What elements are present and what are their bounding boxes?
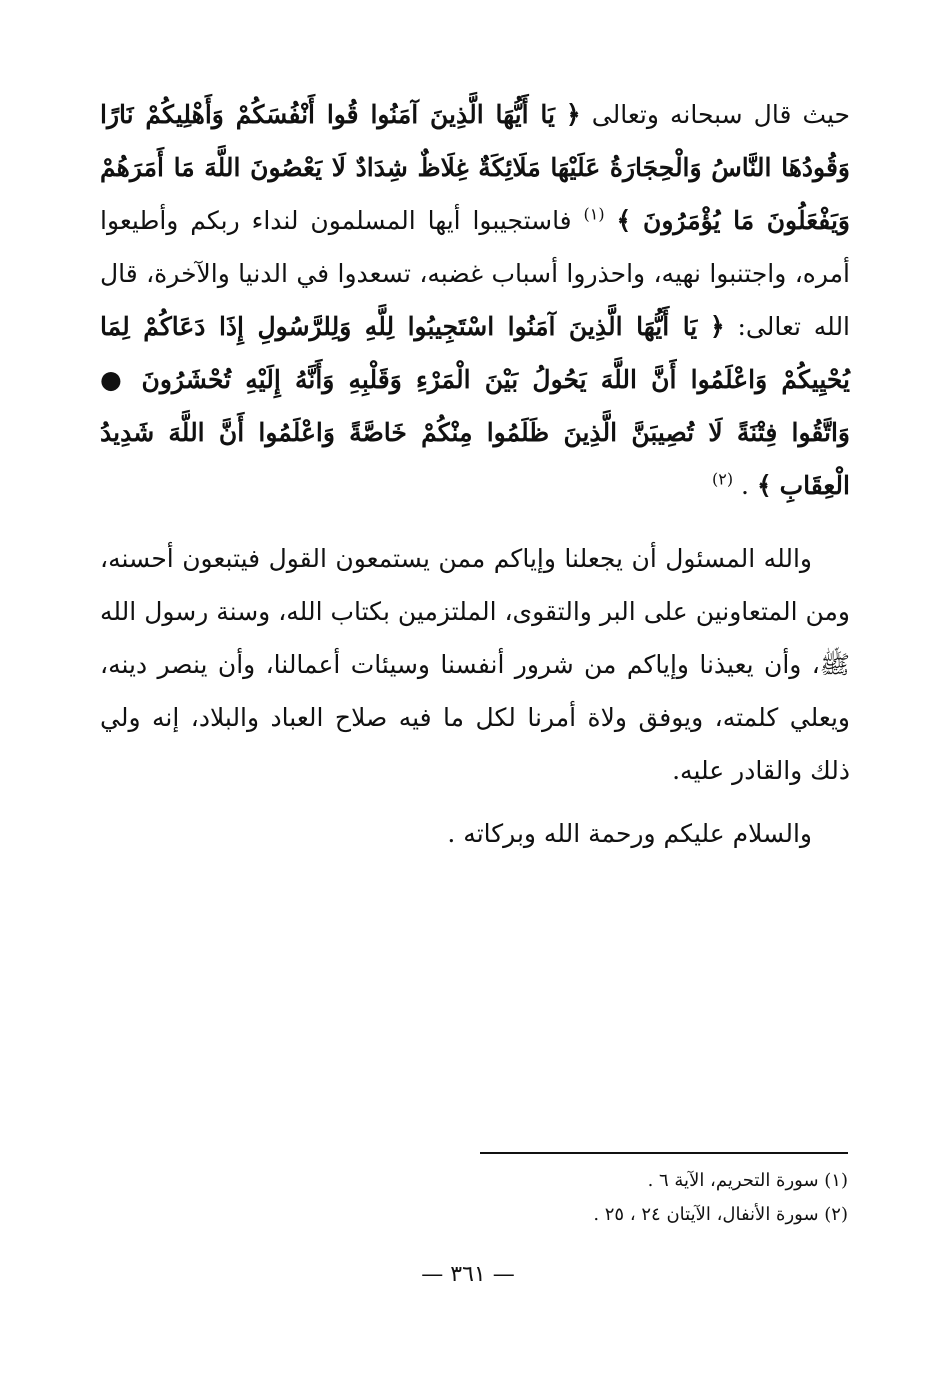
paragraph-supplication: والله المسئول أن يجعلنا وإياكم ممن يستمعون القول فيتبعون أحسنه، ومن المتعاونين على البر والتقوى، الملتزمين بكتاب الله، وسنة رسول الله ﷺ، وأن يعيذنا وإياكم من شرور أنفسنا وسيئات أعمالنا، وأن ينصر دينه، ويعلي كلمته، ويوفق ولاة أمرنا لكل ما فيه صلاح العباد والبلاد، إنه ولي ذلك والقادر عليه. <box>100 544 850 785</box>
intro-text: حيث قال سبحانه وتعالى <box>591 100 851 129</box>
footnote-ref-1: (١) <box>583 204 605 224</box>
paragraph-quran-verses <box>100 88 850 512</box>
footnote-1: (١) سورة التحريم، الآية ٦ . <box>647 1170 848 1191</box>
footnotes <box>480 1152 848 1232</box>
paragraph-closing-greeting: والسلام عليكم ورحمة الله وبركاته . <box>447 819 812 848</box>
footnote-2: (٢) سورة الأنفال، الآيتان ٢٤ ، ٢٥ . <box>593 1204 848 1225</box>
footnote-ref-2: (٢) <box>712 469 734 489</box>
page-number: — ٣٦١ — <box>421 1262 515 1287</box>
quran-bracket-open: ﴿ <box>566 100 581 129</box>
quran-bracket-close: ﴾ <box>616 206 632 235</box>
quran-bracket-open-2: ﴿ <box>710 312 725 341</box>
sentence-end: . <box>741 471 749 500</box>
page-body <box>100 88 850 860</box>
quran-verse-tahrim: يَا أَيُّهَا الَّذِينَ آمَنُوا قُوا أَنْفُسَكُمْ وَأَهْلِيكُمْ نَارًا وَقُودُهَا النَّاسُ وَالْحِجَارَةُ عَلَيْهَا مَلَائِكَةٌ غِلَاظٌ شِدَادٌ لَا يَعْصُونَ اللَّهَ مَا أَمَرَهُمْ وَيَفْعَلُونَ مَا يُؤْمَرُونَ <box>100 100 850 235</box>
quran-bracket-close-2: ﴾ <box>756 471 772 500</box>
exhortation-text: فاستجيبوا أيها المسلمون لنداء ربكم وأطيعوا أمره، واجتنبوا نهيه، واحذروا أسباب غضبه، تسعدوا في الدنيا والآخرة، قال الله تعالى: <box>100 206 851 341</box>
quran-verse-anfal: يَا أَيُّهَا الَّذِينَ آمَنُوا اسْتَجِيبُوا لِلَّهِ وَلِلرَّسُولِ إِذَا دَعَاكُمْ لِمَا يُحْيِيكُمْ وَاعْلَمُوا أَنَّ اللَّهَ يَحُولُ بَيْنَ الْمَرْءِ وَقَلْبِهِ وَأَنَّهُ إِلَيْهِ تُحْشَرُونَ ● وَاتَّقُوا فِتْنَةً لَا تُصِيبَنَّ الَّذِينَ ظَلَمُوا مِنْكُمْ خَاصَّةً وَاعْلَمُوا أَنَّ اللَّهَ شَدِيدُ الْعِقَابِ <box>100 312 850 500</box>
